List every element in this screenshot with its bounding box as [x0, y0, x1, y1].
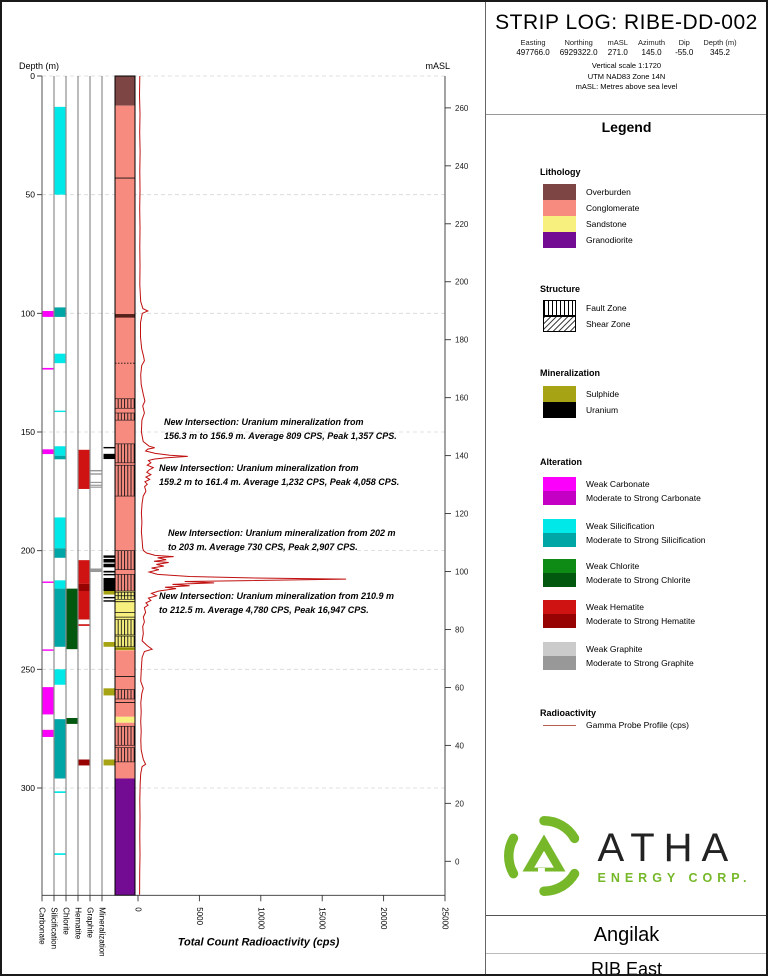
- legend-structure-diagonal-swatch: [543, 316, 576, 332]
- legend-mineralization-sulphide-label: Sulphide: [586, 389, 620, 399]
- gamma-line-label: Gamma Probe Profile (cps): [586, 720, 689, 730]
- legend-mineralization-uranium-label: Uranium: [586, 405, 619, 415]
- collar-info-table: [486, 38, 767, 57]
- legend-lithology-conglomerate-swatch: [543, 200, 576, 216]
- collar-field-northing: Northing 6929322.0: [559, 38, 598, 57]
- collar-field-azimuth: Azimuth 145.0: [637, 38, 666, 57]
- atha-logo-icon: [501, 813, 587, 899]
- legend-lithology-granodiorite-label: Granodiorite: [586, 235, 633, 245]
- mineralization-bar-uranium: [104, 600, 115, 601]
- legend-title: Legend: [601, 119, 652, 135]
- legend-lithology-sandstone-swatch: [543, 216, 576, 232]
- interval-bar: [55, 456, 66, 460]
- interval-bar: [91, 485, 102, 486]
- cps-tick-label: 5000: [194, 907, 204, 926]
- legend-structure-header: Structure: [540, 284, 581, 294]
- logo-text: [597, 827, 751, 885]
- lithology-conglomerate: [115, 106, 135, 591]
- depth-tick-label: 200: [20, 545, 35, 556]
- interval-bar: [55, 669, 66, 684]
- track-label-hematite: Hematite: [73, 907, 83, 940]
- interval-bar: [91, 568, 102, 572]
- interval-bar: [79, 584, 90, 591]
- mineralization-bar-uranium: [104, 555, 115, 557]
- alteration-labels: Weak Chlorite Moderate to Strong Chlorite: [586, 561, 691, 585]
- interval-bar: [67, 589, 78, 650]
- legend-lithology-overburden-label: Overburden: [586, 187, 631, 197]
- masl-tick-label: 160: [455, 393, 469, 403]
- cps-tick-label: 0: [133, 907, 143, 912]
- interval-bar: [43, 449, 54, 454]
- interval-bar: [43, 649, 54, 650]
- mineralization-bar-sulphide: [104, 591, 115, 595]
- area-name: RIB East: [486, 953, 767, 976]
- side-panel: [485, 2, 767, 974]
- scale-notes: [486, 61, 767, 93]
- cps-tick-label: 25000: [440, 907, 450, 930]
- page-title: STRIP LOG: RIBE-DD-002: [495, 11, 758, 34]
- alteration-swatch: [543, 559, 576, 587]
- legend-radioactivity-header: Radioactivity: [540, 708, 597, 718]
- masl-tick-label: 260: [455, 103, 469, 113]
- intersection-annotation-4: New Intersection: Uranium mineralization from 210.9 m to 212.5 m. Average 4,780 CPS, Peak 16,947 CPS.: [159, 591, 395, 615]
- mineralization-bar-sulphide: [104, 642, 115, 647]
- mineralization-bar-uranium: [104, 578, 115, 591]
- legend-mineralization-sulphide: [543, 386, 619, 402]
- lithology-sandstone: [115, 717, 135, 723]
- interval-bar: [79, 560, 90, 584]
- interval-bar: [91, 487, 102, 488]
- masl-axis-title: mASL: [425, 61, 450, 71]
- lithology-conglomerate: [115, 650, 135, 716]
- intersection-annotation-1: New Intersection: Uranium mineralization from 156.3 m to 156.9 m. Average 809 CPS, Peak 1,357 CPS.: [164, 417, 397, 441]
- legend-lithology-granodiorite-swatch: [543, 232, 576, 248]
- interval-bar: [55, 580, 66, 588]
- masl-tick-label: 100: [455, 567, 469, 577]
- interval-bar: [79, 450, 90, 489]
- interval-bar: [91, 470, 102, 471]
- intersection-annotation-3: New Intersection: Uranium mineralization from 202 m to 203 m. Average 730 CPS, Peak 2,907 CPS.: [168, 528, 396, 552]
- interval-bar: [55, 517, 66, 548]
- track-label-mineralization: Mineralization: [97, 907, 107, 957]
- mineralization-bar-uranium: [104, 454, 115, 459]
- depth-tick-label: 250: [20, 664, 35, 675]
- mineralization-bar-sulphide: [104, 760, 115, 766]
- olive-marker: [115, 647, 135, 649]
- mineralization-bar-uranium: [104, 571, 115, 573]
- alteration-swatch: [543, 519, 576, 547]
- interval-bar: [91, 482, 102, 483]
- depth-tick-label: 100: [20, 308, 35, 319]
- alteration-labels: Weak Hematite Moderate to Strong Hematite: [586, 602, 696, 626]
- scale-note: UTM NAD83 Zone 14N: [587, 71, 666, 81]
- depth-tick-label: 150: [20, 426, 35, 437]
- cps-axis-title: Total Count Radioactivity (cps): [177, 936, 340, 949]
- legend-mineralization-header: Mineralization: [540, 368, 601, 378]
- interval-bar: [55, 589, 66, 647]
- interval-bar: [55, 307, 66, 316]
- mineralization-bar-sulphide: [104, 688, 115, 695]
- masl-tick-label: 180: [455, 335, 469, 345]
- cps-tick-label: 15000: [317, 907, 327, 930]
- alteration-labels: Weak Carbonate Moderate to Strong Carbonate: [586, 479, 701, 503]
- mineralization-bar-uranium: [104, 574, 115, 575]
- alteration-swatch: [543, 600, 576, 628]
- legend-lithology-header: Lithology: [540, 167, 581, 177]
- title-block: [486, 2, 767, 115]
- interval-bar: [79, 591, 90, 619]
- track-label-carbonate: Carbonate: [37, 907, 47, 945]
- masl-tick-label: 140: [455, 451, 469, 461]
- scale-note: mASL: Metres above sea level: [575, 82, 678, 91]
- plot-area: [2, 2, 485, 974]
- mineralization-bar-uranium: [104, 559, 115, 563]
- legend-alteration-graphite: [543, 642, 694, 670]
- interval-bar: [43, 582, 54, 583]
- masl-tick-label: 60: [455, 683, 464, 693]
- legend-alteration-header: Alteration: [540, 457, 583, 467]
- legend-structure-diagonal: [543, 316, 630, 332]
- lithology-overburden: [115, 76, 135, 106]
- interval-bar: [43, 311, 54, 317]
- interval-bar: [55, 354, 66, 363]
- masl-tick-label: 20: [455, 799, 464, 809]
- interval-bar: [43, 730, 54, 737]
- logo-name: ATHA: [597, 826, 738, 870]
- interval-bar: [55, 791, 66, 793]
- legend-alteration-carbonate: [543, 477, 701, 505]
- interval-bar: [55, 719, 66, 778]
- legend-structure-diagonal-label: Shear Zone: [586, 319, 631, 329]
- collar-field-dip: Dip -55.0: [675, 38, 694, 57]
- legend-mineralization-sulphide-swatch: [543, 386, 576, 402]
- legend-lithology-conglomerate: [543, 200, 639, 216]
- masl-tick-label: 240: [455, 161, 469, 171]
- interval-bar: [91, 473, 102, 474]
- depth-tick-label: 300: [20, 782, 35, 793]
- gamma-line-swatch: [543, 725, 576, 726]
- cps-tick-label: 20000: [379, 907, 389, 930]
- collar-field-masl: mASL 271.0: [607, 38, 628, 57]
- collar-field-easting: Easting 497766.0: [516, 38, 550, 57]
- legend-lithology-sandstone: [543, 216, 627, 232]
- footer: [486, 915, 767, 976]
- legend-structure-vertical-swatch: [543, 300, 576, 316]
- project-name: Angilak: [593, 924, 660, 946]
- scale-note: Vertical scale 1:1720: [591, 61, 662, 70]
- cps-tick-label: 10000: [256, 907, 266, 930]
- masl-tick-label: 200: [455, 277, 469, 287]
- interval-bar: [55, 548, 66, 557]
- interval-bar: [67, 718, 78, 724]
- legend-mineralization-uranium: [543, 402, 618, 418]
- logo: [486, 797, 767, 915]
- legend-lithology-overburden: [543, 184, 631, 200]
- legend-structure-vertical: [543, 300, 627, 316]
- interval-bar: [55, 107, 66, 195]
- interval-bar: [55, 411, 66, 412]
- interval-bar: [55, 446, 66, 455]
- alteration-swatch: [543, 477, 576, 505]
- depth-tick-label: 0: [30, 71, 35, 81]
- alteration-labels: Weak Silicification Moderate to Strong Silicification: [586, 521, 706, 545]
- collar-field-depth-m-: Depth (m) 345.2: [703, 38, 737, 57]
- interval-bar: [55, 853, 66, 855]
- alteration-labels: Weak Graphite Moderate to Strong Graphite: [586, 644, 694, 668]
- legend-lithology-overburden-swatch: [543, 184, 576, 200]
- masl-tick-label: 80: [455, 625, 464, 635]
- legend-alteration-silicification: [543, 519, 706, 547]
- alteration-swatch: [543, 642, 576, 670]
- interval-bar: [43, 687, 54, 714]
- track-label-silicification: Silicification: [49, 907, 59, 950]
- intersection-annotation-2: New Intersection: Uranium mineralization from 159.2 m to 161.4 m. Average 1,232 CPS, Peak 4,058 CPS.: [159, 463, 400, 487]
- interval-bar: [43, 368, 54, 370]
- masl-tick-label: 120: [455, 509, 469, 519]
- thick-marker: [115, 314, 135, 318]
- logo-subtitle: ENERGY CORP.: [597, 871, 752, 885]
- mineralization-bar-uranium: [104, 564, 115, 568]
- legend-mineralization-uranium-swatch: [543, 402, 576, 418]
- legend-alteration-hematite: [543, 600, 695, 628]
- mineralization-bar-uranium: [104, 597, 115, 598]
- legend-lithology-granodiorite: [543, 232, 633, 248]
- mineralization-bar-uranium: [104, 447, 115, 448]
- interval-bar: [79, 624, 90, 626]
- legend-gamma-profile: [543, 720, 689, 730]
- masl-tick-label: 220: [455, 219, 469, 229]
- legend-lithology-conglomerate-label: Conglomerate: [586, 203, 640, 213]
- legend-lithology-sandstone-label: Sandstone: [586, 219, 627, 229]
- track-label-chlorite: Chlorite: [61, 907, 71, 935]
- interval-bar: [79, 760, 90, 766]
- masl-tick-label: 40: [455, 741, 464, 751]
- depth-axis-title: Depth (m): [19, 61, 60, 71]
- legend-alteration-chlorite: [543, 559, 690, 587]
- legend-structure-vertical-label: Fault Zone: [586, 303, 627, 313]
- depth-tick-label: 50: [25, 189, 35, 200]
- lithology-granodiorite: [115, 778, 135, 895]
- masl-tick-label: 0: [455, 857, 460, 867]
- track-label-graphite: Graphite: [85, 907, 95, 938]
